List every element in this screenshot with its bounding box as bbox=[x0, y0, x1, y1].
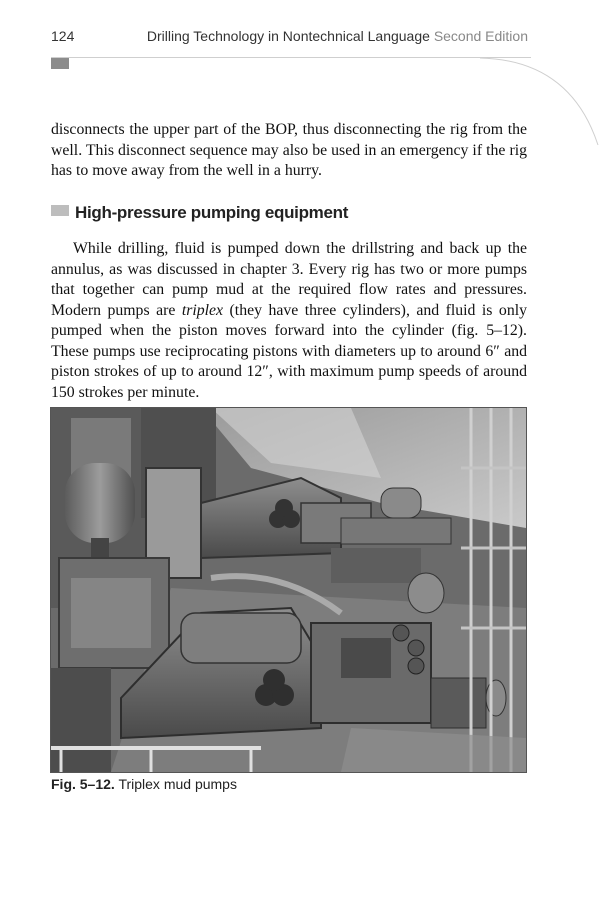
paragraph-pumping bbox=[51, 239, 527, 403]
pulsation-dampener bbox=[408, 573, 444, 613]
page-number: 124 bbox=[51, 28, 75, 44]
heading-marker bbox=[51, 205, 69, 216]
photo-illustration bbox=[51, 408, 526, 772]
figure-photo-triplex-pumps bbox=[51, 408, 526, 772]
caption-text: Triplex mud pumps bbox=[114, 776, 237, 792]
book-edition: Second Edition bbox=[433, 28, 528, 44]
section-heading bbox=[51, 203, 348, 225]
paragraph-bop-disconnect: disconnects the upper part of the BOP, thus disconnecting the rig from the well. This disconnect sequence may also be used in an emergency if the rig has to move away from the well in a hurry. bbox=[51, 121, 527, 179]
paragraph-text-2: (they have three cylinders), and fluid is only pumped when the piston moves forward into the cylinder (fig. 5–12). These pumps use reciprocating pistons with diameters up to around 6″ and piston strokes of up to around 12″, with maximum pump speeds of around 150 strokes per minute. bbox=[51, 301, 527, 401]
header-rule bbox=[51, 57, 531, 58]
running-header bbox=[51, 28, 528, 50]
section-heading-text: High-pressure pumping equipment bbox=[75, 203, 349, 222]
paragraph-text-1: While drilling, fluid is pumped down the drillstring and back up the annulus, as was discussed in chapter 3. Every rig has two or more pumps that together can pump mud at the required flow rates and pressures. Modern pumps are bbox=[51, 240, 527, 319]
book-title: Drilling Technology in Nontechnical Language bbox=[146, 28, 430, 44]
emphasis-triplex: triplex bbox=[181, 301, 224, 319]
cylindrical-tank bbox=[65, 463, 135, 543]
header-marker-block bbox=[51, 58, 69, 69]
running-title bbox=[147, 28, 528, 44]
figure-caption bbox=[51, 776, 237, 792]
caption-label: Fig. 5–12. bbox=[51, 776, 115, 792]
